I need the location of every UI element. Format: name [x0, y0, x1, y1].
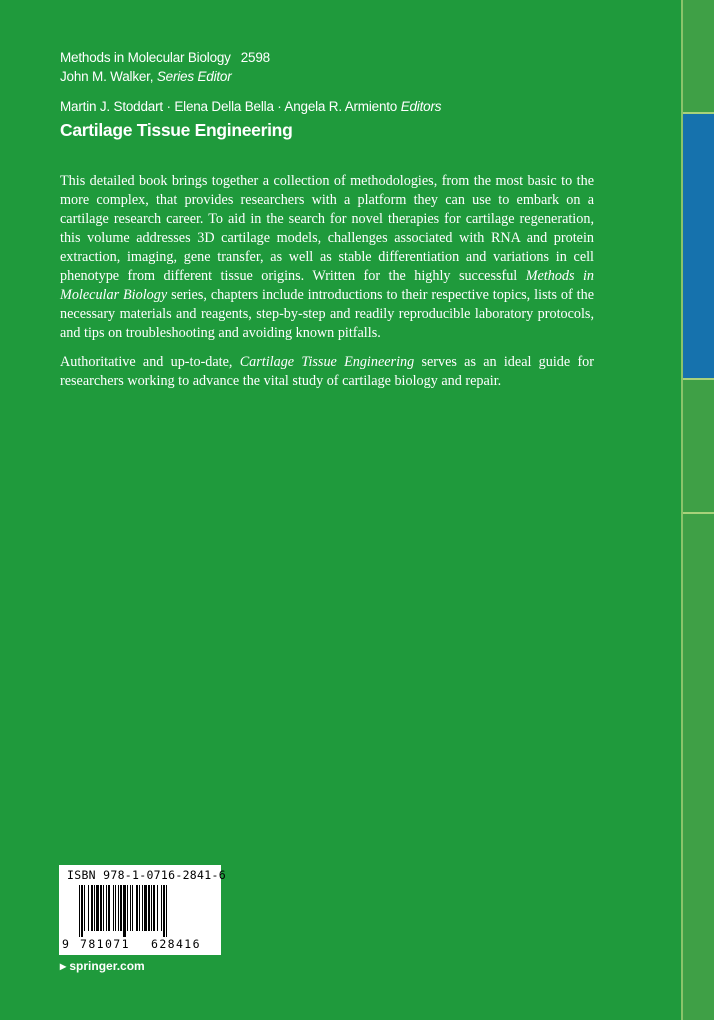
barcode-bar — [91, 885, 93, 931]
barcode-bar — [103, 885, 104, 931]
barcode-digit-first: 9 — [62, 937, 69, 951]
barcode-bar — [127, 885, 128, 931]
description-italic: Cartilage Tissue Engineering — [239, 354, 415, 370]
barcode-bar — [106, 885, 107, 931]
barcode-bar — [148, 885, 150, 931]
description-paragraph — [60, 353, 594, 391]
description-text: series, chapters include introductions to their respective topics, lists of the necessary materials and reagents, step-by-step and readily reproducible laboratory protocols, and tips on troubleshooting and avoiding known pitfalls. — [60, 287, 594, 341]
barcode-bar — [108, 885, 110, 931]
series-number: 2598 — [240, 50, 270, 65]
barcode-bar — [96, 885, 99, 931]
barcode-bar — [84, 885, 85, 931]
barcode-bar — [151, 885, 152, 931]
barcode-bar — [163, 885, 165, 937]
description — [60, 172, 594, 401]
series-editor-name: John M. Walker, — [60, 69, 154, 84]
barcode-bar — [132, 885, 133, 931]
description-text: Authoritative and up-to-date, — [60, 354, 240, 370]
editors-names: Martin J. Stoddart · Elena Della Bella · Angela R. Armiento — [60, 99, 398, 114]
barcode-box — [59, 865, 226, 955]
editors-line — [60, 97, 441, 116]
publisher-link[interactable]: ▸ springer.com — [60, 959, 145, 973]
barcode-bar — [139, 885, 140, 931]
barcode-bar — [100, 885, 102, 931]
book-title: Cartilage Tissue Engineering — [60, 120, 293, 140]
barcode-bar — [79, 885, 80, 937]
barcode-bar — [136, 885, 138, 931]
barcode-digits-left: 781071 — [80, 937, 130, 951]
barcode-bar — [144, 885, 147, 931]
barcode-bar — [113, 885, 114, 931]
barcode-bar — [115, 885, 116, 931]
barcode-digits-right: 628416 — [151, 937, 201, 951]
barcode-bar — [81, 885, 83, 937]
description-paragraph — [60, 172, 594, 343]
barcode-bar — [88, 885, 89, 931]
barcode-bar — [157, 885, 158, 931]
barcode-bar — [123, 885, 126, 937]
barcode-bar — [153, 885, 155, 931]
barcode-bar — [118, 885, 119, 931]
description-italic: Methods in Molecular Biology — [60, 268, 595, 303]
barcode-bar — [94, 885, 95, 931]
series-editor-role: Series Editor — [156, 69, 232, 84]
series-editor-line — [60, 67, 232, 86]
spine-blue-band — [683, 114, 714, 378]
barcode-bar — [120, 885, 122, 931]
series-line — [60, 48, 270, 67]
editors-role: Editors — [400, 99, 442, 114]
series-name: Methods in Molecular Biology — [60, 50, 231, 65]
description-text: serves as an ideal guide for researchers working to advance the vital study of cartilage biology and repair. — [60, 354, 594, 389]
barcode-bar — [166, 885, 167, 937]
spine-marker — [683, 112, 714, 114]
barcode-bar — [142, 885, 143, 931]
barcode-icon — [67, 885, 213, 937]
isbn-label: ISBN 978-1-0716-2841-6 — [67, 868, 226, 882]
barcode-bar — [130, 885, 131, 931]
spine-marker — [683, 378, 714, 380]
description-text: This detailed book brings together a collection of methodologies, from the most basic to the more complex, that provides researchers with a platform they can use to embark on a cartilage research career. To aid in the search for novel therapies for cartilage regeneration, this volume addresses 3D cartilage models, challenges associated with RNA and protein extraction, imaging, gene transfer, as well as stable differentiation and variations in cell phenotype from different tissue origins. Written for the highly successful — [60, 173, 594, 284]
spine-marker — [683, 512, 714, 514]
barcode-bar — [161, 885, 162, 931]
